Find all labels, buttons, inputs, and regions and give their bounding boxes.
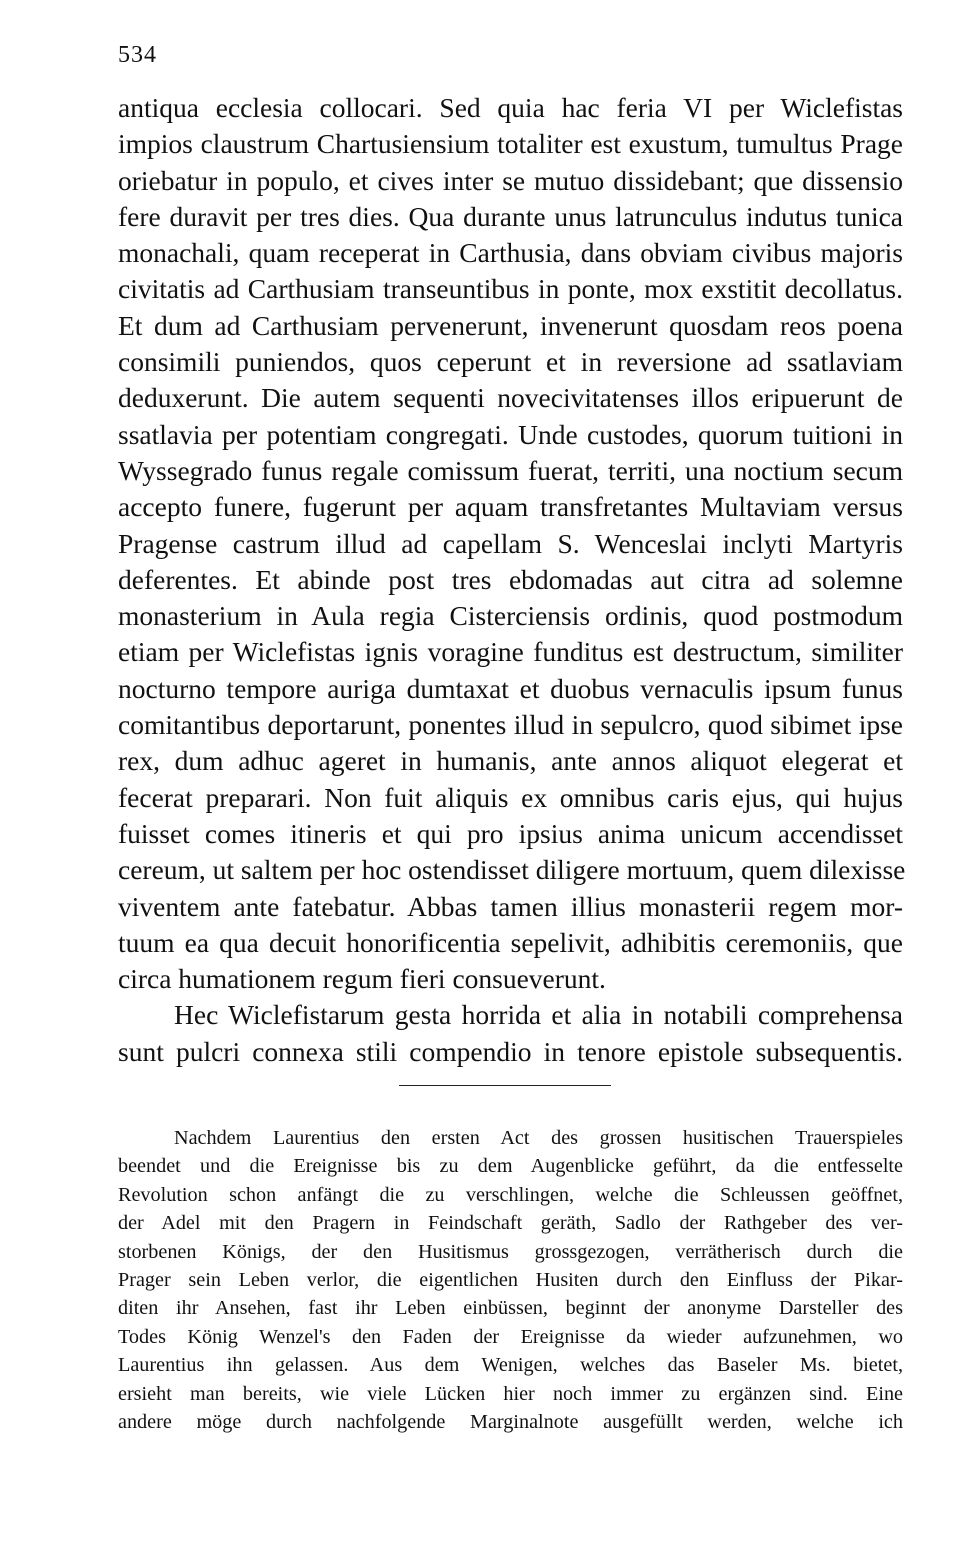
text-line: Pragense castrum illud ad capellam S. Wenceslai inclyti Martyris [118,527,903,559]
footnote [118,1124,903,1436]
text-line: viventem ante fatebatur. Abbas tamen illius monasterii regem mor- [118,890,903,922]
footnote-line: storbenen Königs, der den Husitismus grossgezogen, verrätherisch durch die [118,1240,903,1263]
page-number: 534 [118,42,157,68]
text-line: Hec Wiclefistarum gesta horrida et alia in notabili comprehensa [174,999,903,1031]
text-line: fecerat preparari. Non fuit aliquis ex omnibus caris ejus, qui hujus [118,781,903,813]
text-line: tuum ea qua decuit honorificentia sepelivit, adhibitis ceremoniis, que [118,926,903,958]
text-line: fuisset comes itineris et qui pro ipsius anima unicum accendisset [118,817,903,849]
text-line: monasterium in Aula regia Cisterciensis ordinis, quod postmodum [118,600,903,632]
text-line: accepto funere, fugerunt per aquam transfretantes Multaviam versus [118,491,903,523]
footnote-line: der Adel mit den Pragern in Feindschaft geräth, Sadlo der Rathgeber des ver- [118,1212,903,1235]
footnote-line: diten ihr Ansehen, fast ihr Leben einbüssen, beginnt der anonyme Darsteller des [118,1297,903,1320]
text-line: sunt pulcri connexa stili compendio in tenore epistole subsequentis. [118,1035,903,1067]
text-line: rex, dum adhuc ageret in humanis, ante annos aliquot elegerat et [118,745,903,777]
text-line: oriebatur in populo, et cives inter se mutuo dissidebant; que dissensio [118,164,903,196]
text-line: etiam per Wiclefistas ignis voragine funditus est destructum, similiter [118,636,903,668]
text-line: civitatis ad Carthusiam transeuntibus in ponte, mox exstitit decollatus. [118,273,903,305]
footnote-line: Laurentius ihn gelassen. Aus dem Wenigen, welches das Baseler Ms. bietet, [118,1354,903,1377]
text-line: fere duravit per tres dies. Qua durante unus latrunculus indutus tunica [118,200,903,232]
footnote-line: beendet und die Ereignisse bis zu dem Augenblicke geführt, da die entfesselte [118,1155,903,1178]
text-line: cereum, ut saltem per hoc ostendisset diligere mortuum, quem dilexisse [118,854,906,886]
footnote-line: andere möge durch nachfolgende Marginalnote ausgefüllt werden, welche ich [118,1411,903,1434]
text-line: nocturno tempore auriga dumtaxat et duobus vernaculis ipsum funus [118,672,903,704]
text-line: Et dum ad Carthusiam pervenerunt, invenerunt quosdam reos poena [118,309,903,341]
footnote-line: Revolution schon anfängt die zu verschlingen, welche die Schleussen geöffnet, [118,1183,903,1206]
paragraph-2 [118,997,903,1070]
main-text [118,90,906,1070]
text-line: monachali, quam receperat in Carthusia, dans obviam civibus majoris [118,237,903,269]
paragraph-1 [118,90,906,997]
text-line: deferentes. Et abinde post tres ebdomadas aut citra ad solemne [118,563,903,595]
text-line: circa humationem regum fieri consueverunt. [118,963,606,995]
text-line: antiqua ecclesia collocari. Sed quia hac feria VI per Wiclefistas [118,92,903,123]
footnote-line: Nachdem Laurentius den ersten Act des grossen husitischen Trauerspieles [174,1127,903,1149]
footnote-line: Todes König Wenzel's den Faden der Ereignisse da wieder aufzunehmen, wo [118,1325,903,1348]
text-line: consimili puniendos, quos ceperunt et in reversione ad ssatlaviam [118,346,903,378]
footnote-separator-rule [399,1085,611,1086]
text-line: impios claustrum Chartusiensium totaliter est exustum, tumultus Prage [118,128,903,160]
text-line: comitantibus deportarunt, ponentes illud in sepulcro, quod sibimet ipse [118,709,903,741]
text-line: ssatlavia per potentiam congregati. Unde custodes, quorum tuitioni in [118,418,903,450]
text-line: deduxerunt. Die autem sequenti novecivitatenses illos eripuerunt de [118,382,903,414]
footnote-line: Prager sein Leben verlor, die eigentlichen Husiten durch den Einfluss der Pikar- [118,1269,903,1292]
footnote-line: ersieht man bereits, wie viele Lücken hier noch immer zu ergänzen sind. Eine [118,1382,903,1405]
text-line: Wyssegrado funus regale comissum fuerat, territi, una noctium secum [118,454,903,486]
